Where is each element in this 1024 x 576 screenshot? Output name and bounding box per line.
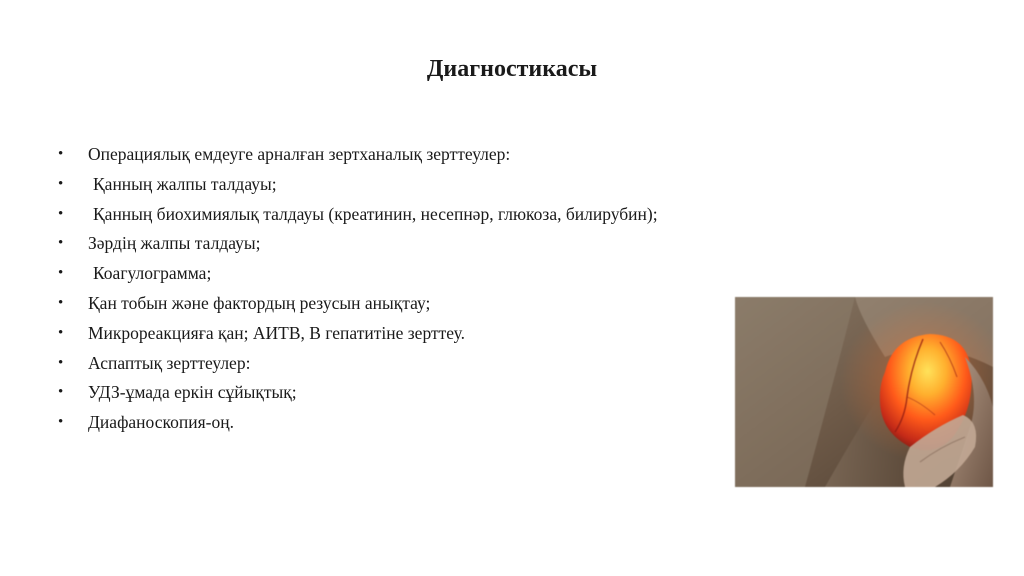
- bullet-dot-icon: •: [58, 235, 64, 252]
- bullet-list: [58, 140, 818, 438]
- diaphanoscopy-image: [735, 297, 993, 487]
- bullet-dot-icon: •: [58, 324, 64, 341]
- bullet-dot-icon: •: [58, 265, 64, 282]
- list-item: [58, 140, 818, 170]
- bullet-dot-icon: •: [58, 205, 64, 222]
- list-item: [58, 200, 818, 230]
- list-item: [58, 170, 818, 200]
- bullet-dot-icon: •: [58, 414, 64, 431]
- list-item: [58, 378, 818, 408]
- list-item: [58, 289, 818, 319]
- bullet-dot-icon: •: [58, 384, 64, 401]
- list-item: [58, 229, 818, 259]
- list-item-text: Микрореакцияға қан; АИТВ, В гепатитіне зерттеу.: [88, 322, 465, 343]
- list-item-text: Коагулограмма;: [93, 263, 212, 284]
- list-item: [58, 259, 818, 289]
- list-item-text: Қанның жалпы талдауы;: [93, 173, 277, 194]
- slide-title: Диагностикасы: [426, 56, 598, 82]
- list-item-text: Диафаноскопия-оң.: [88, 412, 234, 433]
- bullet-dot-icon: •: [58, 354, 64, 371]
- list-item-text: Зәрдің жалпы талдауы;: [88, 233, 261, 254]
- list-item-text: Аспаптық зерттеулер:: [88, 352, 251, 373]
- bullet-dot-icon: •: [58, 146, 64, 162]
- bullet-dot-icon: •: [58, 175, 64, 192]
- bullet-dot-icon: •: [58, 294, 64, 311]
- list-item: [58, 349, 818, 379]
- list-item: [58, 408, 818, 438]
- list-item: [58, 319, 818, 349]
- list-item-text: УДЗ-ұмада еркін сұйықтық;: [88, 382, 297, 403]
- list-item-text: Қан тобын және фактордың резусын анықтау;: [88, 292, 431, 313]
- list-item-text: Қанның биохимиялық талдауы (креатинин, несепнәр, глюкоза, билирубин);: [93, 203, 658, 224]
- diaphanoscopy-photo: [735, 297, 993, 487]
- list-item-text: Операциялық емдеуге арналған зертханалық зерттеулер:: [88, 144, 511, 164]
